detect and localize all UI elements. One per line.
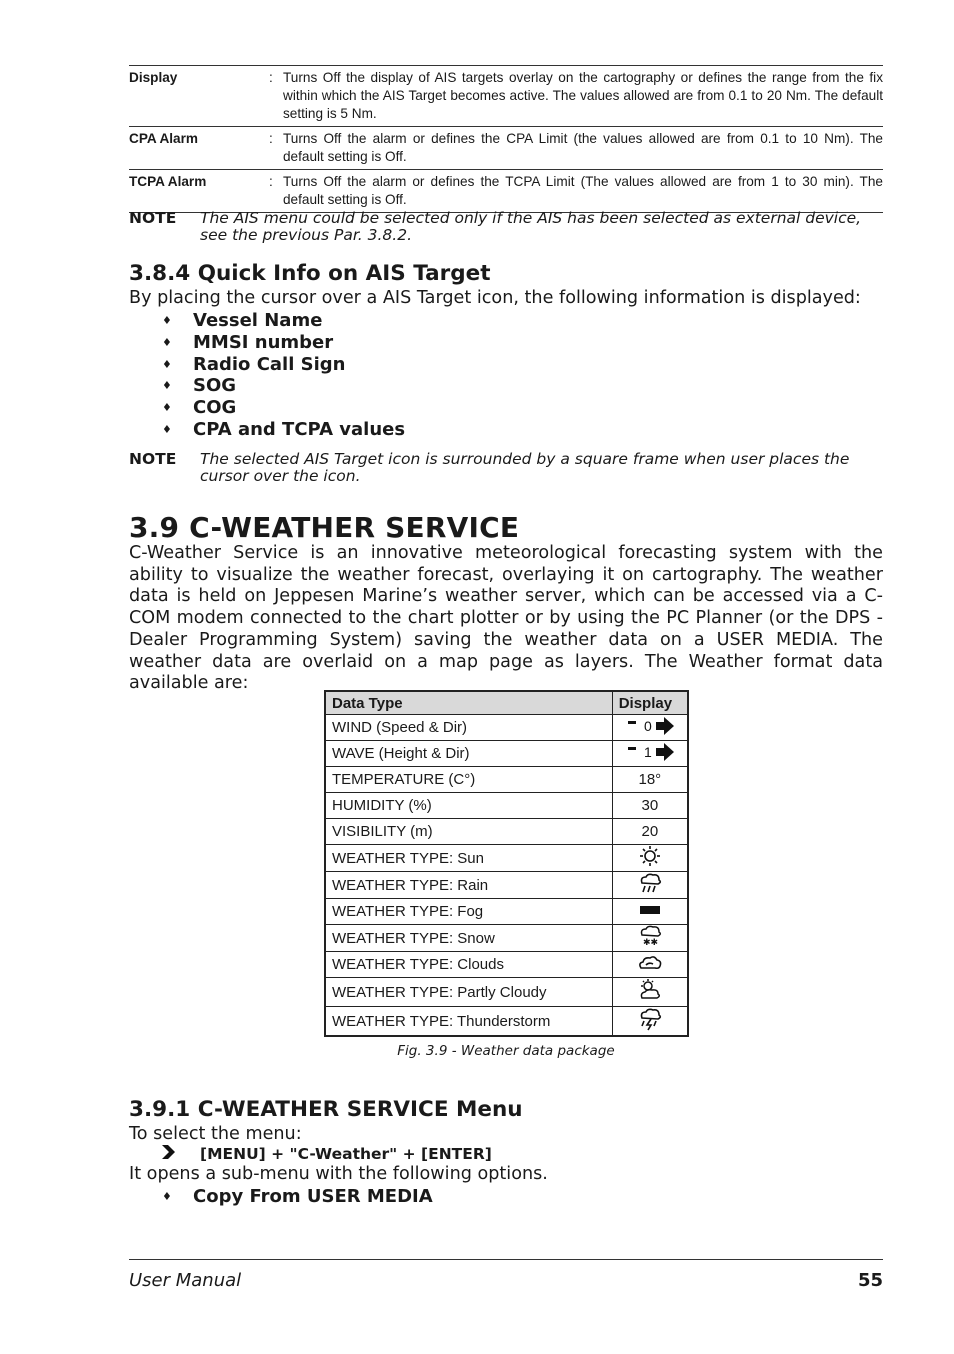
table-row: TEMPERATURE (C°) 18° <box>325 767 688 793</box>
table-row: WEATHER TYPE: Rain <box>325 872 688 899</box>
definition-term: TCPA Alarm <box>129 174 207 189</box>
table-row: VISIBILITY (m) 20 <box>325 819 688 845</box>
section-39-body: C-Weather Service is an innovative meteorological forecasting system with the ability to visualize the weather forecast, overlaying it on cartography. The weather data is held on Jeppesen Marine’s weather server, which can be accessed via a C-COM modem connected to the chart plotter or by using the PC Planner (or the DPS - Dealer Programming System) saving the weather data on a USER MEDIA. The weather data are overlaid on a map page as layers. The Weather format data available are: <box>129 543 883 694</box>
menu-command: [MENU] + "C-Weather" + [ENTER] <box>129 1144 492 1164</box>
chevron-right-icon <box>129 1144 200 1164</box>
ais-settings-table <box>129 65 883 213</box>
definition-desc: Turns Off the alarm or defines the TCPA Limit (The values allowed are from 1 to 30 min). The default setting is Off. <box>283 174 883 207</box>
table-row: WEATHER TYPE: Clouds <box>325 952 688 978</box>
section-title-384: 3.8.4 Quick Info on AIS Target <box>129 261 491 286</box>
section-391-opens: It opens a sub-menu with the following options. <box>129 1164 548 1184</box>
figure-caption: Fig. 3.9 - Weather data package <box>397 1043 615 1059</box>
footer-manual-title: User Manual <box>129 1270 242 1291</box>
snow-icon <box>638 925 662 951</box>
table-row: WEATHER TYPE: Sun <box>325 845 688 872</box>
svg-text:1: 1 <box>643 743 652 760</box>
table-row: WEATHER TYPE: Snow ✱✱ <box>325 925 688 952</box>
table-header-row <box>325 691 688 715</box>
table-row: WEATHER TYPE: Partly Cloudy <box>325 978 688 1007</box>
diamond-bullet-icon: ♦ <box>162 1190 172 1204</box>
svg-text:0: 0 <box>643 717 652 734</box>
list-item: ♦ COG <box>129 397 405 419</box>
list-item: ♦ Vessel Name <box>129 310 405 332</box>
diamond-bullet-icon: ♦ <box>162 336 172 350</box>
table-row: WEATHER TYPE: Fog <box>325 899 688 925</box>
diamond-bullet-icon: ♦ <box>162 379 172 393</box>
definition-row: TCPA Alarm : Turns Off the alarm or defines the TCPA Limit (The values allowed are from 1 to 30 min). The default setting is Off. <box>129 170 883 213</box>
list-item: ♦ MMSI number <box>129 332 405 354</box>
ais-info-list <box>129 310 405 440</box>
table-row: WEATHER TYPE: Thunderstorm <box>325 1007 688 1037</box>
display-value: 20 <box>612 819 688 845</box>
rain-icon <box>637 872 663 898</box>
definition-row: Display : Turns Off the display of AIS targets overlay on the cartography or defines the range from the fix within which the AIS Target becomes active. The values allowed are from 0.1 to 20 Nm. The default setting is 5 Nm. <box>129 66 883 127</box>
display-value: 18° <box>612 767 688 793</box>
weather-menu-options <box>129 1186 433 1208</box>
note-ais-frame: NOTE The selected AIS Target icon is surrounded by a square frame when user places the cursor over the icon. <box>129 450 850 485</box>
diamond-bullet-icon: ♦ <box>162 401 172 415</box>
list-item: ♦ Copy From USER MEDIA <box>129 1186 433 1208</box>
svg-text:✱✱: ✱✱ <box>642 937 658 947</box>
clouds-icon <box>637 954 663 976</box>
note-ais-menu: NOTE The AIS menu could be selected only if the AIS has been selected as external device, see the previous Par. 3.8.2. <box>129 209 862 244</box>
diamond-bullet-icon: ♦ <box>162 422 172 436</box>
fog-icon <box>638 903 662 921</box>
diamond-bullet-icon: ♦ <box>162 314 172 328</box>
page-footer <box>129 1259 883 1291</box>
section-title-391: 3.9.1 C-WEATHER SERVICE Menu <box>129 1097 523 1122</box>
diamond-bullet-icon: ♦ <box>162 357 172 371</box>
column-header: Display <box>612 691 688 715</box>
column-header: Data Type <box>325 691 612 715</box>
list-item: ♦ Radio Call Sign <box>129 353 405 375</box>
table-row: WIND (Speed & Dir) 0 <box>325 715 688 741</box>
definition-term: Display <box>129 70 178 85</box>
weather-data-table <box>324 690 689 1037</box>
display-value: 30 <box>612 793 688 819</box>
sun-icon <box>639 845 661 871</box>
definition-row: CPA Alarm : Turns Off the alarm or defines the CPA Limit (the values allowed are from 0.1 to 10 Nm). The default setting is Off. <box>129 127 883 170</box>
list-item: ♦ SOG <box>129 375 405 397</box>
page-number: 55 <box>857 1270 883 1291</box>
wave-arrow-icon <box>622 742 678 766</box>
definition-desc: Turns Off the display of AIS targets overlay on the cartography or defines the range from the fix within which the AIS Target becomes active. The values allowed are from 0.1 to 20 Nm. The default setting is 5 Nm. <box>283 70 883 121</box>
partly-cloudy-icon <box>638 978 662 1006</box>
section-title-39: 3.9 C-WEATHER SERVICE <box>129 511 520 544</box>
table-row: WAVE (Height & Dir) 1 <box>325 741 688 767</box>
section-391-select: To select the menu: <box>129 1124 302 1144</box>
wind-arrow-icon <box>622 716 678 740</box>
definition-term: CPA Alarm <box>129 131 198 146</box>
section-384-intro: By placing the cursor over a AIS Target icon, the following information is displayed: <box>129 288 861 308</box>
thunderstorm-icon <box>637 1007 663 1035</box>
table-row: HUMIDITY (%) 30 <box>325 793 688 819</box>
list-item: ♦ CPA and TCPA values <box>129 418 405 440</box>
definition-desc: Turns Off the alarm or defines the CPA Limit (the values allowed are from 0.1 to 10 Nm). The default setting is Off. <box>283 131 883 164</box>
